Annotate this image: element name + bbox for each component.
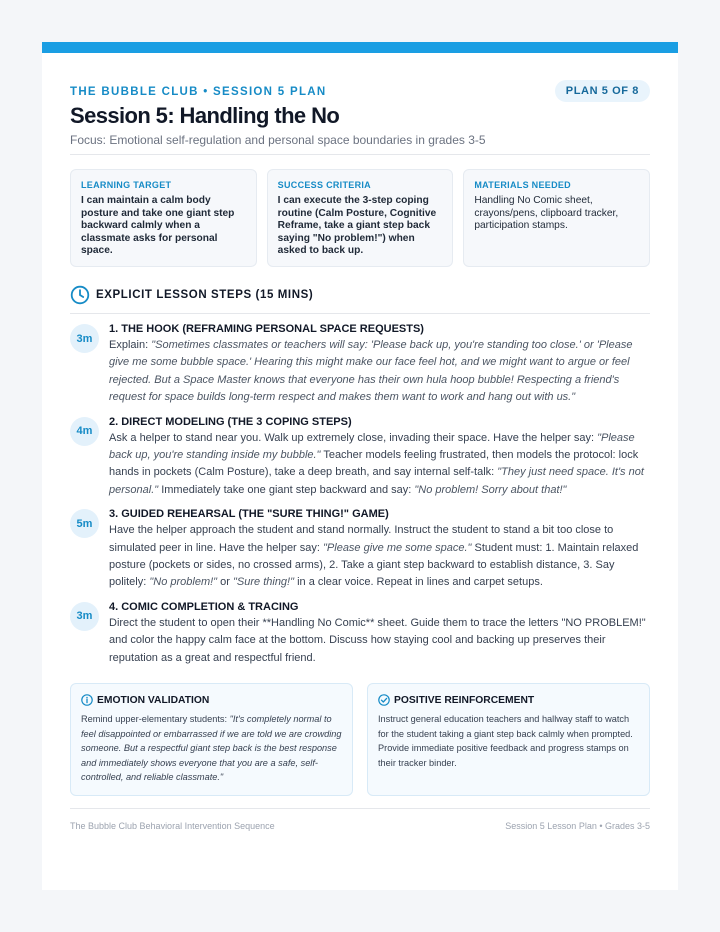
card-text: Handling No Comic sheet, crayons/pens, clipboard tracker, participation stamps. [474,195,619,231]
section-title: EXPLICIT LESSON STEPS (15 MINS) [96,289,314,301]
body-text: or [217,576,233,589]
summary-cards [70,169,650,267]
step-title: 4. COMIC COMPLETION & TRACING [109,600,299,613]
focus-line: Focus: Emotional self-regulation and personal space boundaries in grades 3-5 [70,133,650,155]
step-duration-badge: 5m [70,509,99,538]
lesson-steps-list [70,322,650,667]
step-title: 1. THE HOOK (REFRAMING PERSONAL SPACE REQUESTS) [109,323,424,335]
card-title: MATERIALS NEEDED [474,180,571,190]
quoted-text: "No problem!" [149,576,218,589]
page-footer [70,808,650,831]
body-text: Remind upper-elementary students: [81,714,230,725]
step-duration-badge: 3m [70,602,99,631]
quoted-text: "Sometimes classmates or teachers will say: 'Please back up, you're standing too close.' or 'Please give me some bubble space.' Hearing this might make our face feel hot, and we might want to argue or feel rejected. But a Space Master knows that everyone has their own hula hoop bubble! Respecting a friend's request for space builds long-term respect and makes them want to work and hang out with us." [109,339,633,404]
check-circle-icon [378,694,390,706]
footer-right: Session 5 Lesson Plan • Grades 3-5 [505,821,650,832]
body-text: Have the helper approach the student and stand normally. Instruct the student to stand a bit too close to simulated peer in line. Have the helper say: [109,524,614,554]
quoted-text: "Please back up, you're standing inside my bubble." [109,431,635,462]
accent-top-bar [42,42,678,53]
step-duration-badge: 3m [70,324,99,353]
quoted-text: "No problem! Sorry about that!" [414,483,567,496]
card-text: I can maintain a calm body posture and take one giant step backward calmly when a classmate asks for personal space. [81,195,235,256]
step-title: 3. GUIDED REHEARSAL (THE "SURE THING!" GAME) [109,508,389,521]
step-duration-badge: 4m [70,417,99,446]
note-title: EMOTION VALIDATION [97,694,210,706]
quoted-text: "It's completely normal to feel disappointed or embarrassed if we are told we are crowding someone. But a respectful giant step back is the best response and immediately shows everyone that you are a safe, self-controlled, and reliable classmate." [81,714,342,783]
lesson-steps-heading [70,285,650,314]
body-text: Immediately take one giant step backward and say: [158,483,415,496]
step-body [109,522,650,592]
quoted-text: "Sure thing!" [233,576,295,589]
lesson-step [70,600,650,667]
emotion-validation-note [70,683,353,796]
footer-left: The Bubble Club Behavioral Intervention Sequence [70,821,275,832]
plan-badge: PLAN 5 OF 8 [555,80,650,102]
page-title: Session 5: Handling the No [70,103,340,128]
step-body [109,430,650,500]
success-criteria-card [267,169,454,267]
lesson-step [70,507,650,592]
note-text [378,712,639,770]
body-text: Ask a helper to stand near you. Walk up extremely close, invading their space. Have the helper say: [109,431,598,444]
quoted-text: "They just need space. It's not personal." [109,466,644,496]
card-title: SUCCESS CRITERIA [277,180,371,190]
info-icon [81,694,93,706]
body-text: Explain: [109,339,152,351]
materials-card [463,169,650,267]
notes-row [70,683,650,796]
step-body [109,615,650,667]
lesson-step [70,415,650,500]
page-header [70,53,650,155]
body-text: Instruct general education teachers and hallway staff to watch for the student taking a giant step back calmly when prompted. Provide immediate positive feedback and progress stamps on their tracker binder. [378,714,633,768]
clock-icon [70,285,90,305]
step-body [109,337,650,407]
lesson-plan-page [42,42,678,890]
lesson-step [70,322,650,407]
quoted-text: "Please give me some space." [323,541,472,554]
series-kicker: THE BUBBLE CLUB • SESSION 5 PLAN [70,86,327,98]
body-text: in a clear voice. Repeat in lines and carpet setups. [294,576,543,589]
step-title: 2. DIRECT MODELING (THE 3 COPING STEPS) [109,415,352,428]
note-title: POSITIVE REINFORCEMENT [394,694,535,706]
card-title: LEARNING TARGET [81,180,172,190]
card-text: I can execute the 3-step coping routine (Calm Posture, Cognitive Reframe, take a giant step back saying "No problem!") when asked to back up. [277,195,437,256]
body-text: Direct the student to open their **Handling No Comic** sheet. Guide them to trace the letters "NO PROBLEM!" and color the happy calm face at the bottom. Discuss how staying cool and backing up preserves their reputation as a great and respectful friend. [109,616,646,664]
positive-reinforcement-note [367,683,650,796]
body-text: Teacher models feeling frustrated, then models the protocol: lock hands in pockets (Calm Posture), take a deep breath, and say internal self-talk: [109,449,639,479]
body-text: Student must: 1. Maintain relaxed posture (pockets or sides, no crossed arms), 2. Take a giant step backward to establish distance, 3. Say politely: [109,541,639,589]
note-text [81,712,342,785]
learning-target-card [70,169,257,267]
